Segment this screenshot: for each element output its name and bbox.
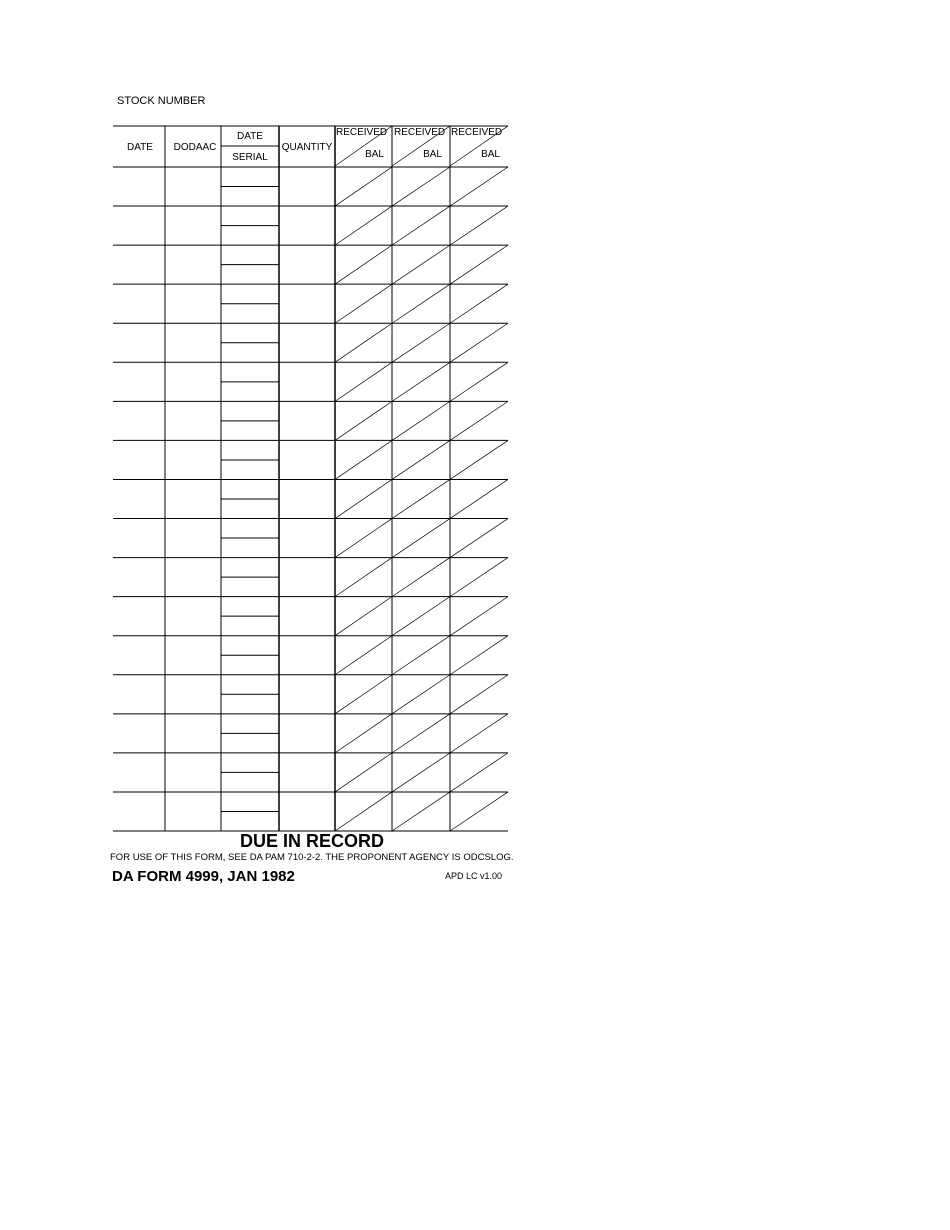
serial-sub-cell[interactable] [221, 577, 279, 597]
date-cell[interactable] [113, 401, 165, 440]
date-sub-cell[interactable] [221, 245, 279, 265]
header-dodaac: DODAAC [173, 142, 217, 153]
date-cell[interactable] [113, 440, 165, 479]
received-bal-cell[interactable] [335, 675, 392, 714]
version-label: APD LC v1.00 [445, 871, 503, 881]
dodaac-cell[interactable] [165, 675, 221, 714]
quantity-cell[interactable] [279, 519, 335, 558]
date-sub-cell[interactable] [221, 440, 279, 460]
form-number: DA FORM 4999, JAN 1982 [112, 868, 295, 885]
dodaac-cell[interactable] [165, 323, 221, 362]
received-bal-cell[interactable] [392, 362, 450, 401]
header-bal-2: BAL [423, 149, 442, 160]
date-cell[interactable] [113, 753, 165, 792]
dodaac-cell[interactable] [165, 479, 221, 518]
received-bal-cell[interactable] [450, 714, 508, 753]
serial-sub-cell[interactable] [221, 499, 279, 519]
header-date-top: DATE [237, 131, 263, 142]
date-cell[interactable] [113, 636, 165, 675]
received-bal-cell[interactable] [392, 284, 450, 323]
received-bal-cell[interactable] [392, 558, 450, 597]
quantity-cell[interactable] [279, 323, 335, 362]
date-cell[interactable] [113, 792, 165, 831]
received-bal-cell[interactable] [335, 714, 392, 753]
received-bal-cell[interactable] [335, 323, 392, 362]
date-cell[interactable] [113, 675, 165, 714]
date-cell[interactable] [113, 519, 165, 558]
received-bal-cell[interactable] [450, 245, 508, 284]
dodaac-cell[interactable] [165, 440, 221, 479]
serial-sub-cell[interactable] [221, 226, 279, 246]
received-bal-cell[interactable] [392, 675, 450, 714]
stock-number-label: STOCK NUMBER [117, 95, 206, 107]
quantity-cell[interactable] [279, 284, 335, 323]
dodaac-cell[interactable] [165, 636, 221, 675]
dodaac-cell[interactable] [165, 714, 221, 753]
dodaac-cell[interactable] [165, 558, 221, 597]
date-cell[interactable] [113, 206, 165, 245]
serial-sub-cell[interactable] [221, 421, 279, 441]
serial-sub-cell[interactable] [221, 343, 279, 363]
received-bal-cell[interactable] [450, 792, 508, 831]
received-bal-cell[interactable] [450, 440, 508, 479]
date-sub-cell[interactable] [221, 323, 279, 343]
quantity-cell[interactable] [279, 597, 335, 636]
header-serial: SERIAL [232, 152, 268, 163]
date-cell[interactable] [113, 558, 165, 597]
date-sub-cell[interactable] [221, 753, 279, 773]
received-bal-cell[interactable] [392, 714, 450, 753]
serial-sub-cell[interactable] [221, 538, 279, 558]
quantity-cell[interactable] [279, 440, 335, 479]
header-received-3: RECEIVED [451, 127, 503, 138]
quantity-cell[interactable] [279, 362, 335, 401]
quantity-cell[interactable] [279, 753, 335, 792]
received-bal-cell[interactable] [335, 479, 392, 518]
received-bal-cell[interactable] [450, 401, 508, 440]
received-bal-cell[interactable] [335, 401, 392, 440]
dodaac-cell[interactable] [165, 206, 221, 245]
date-sub-cell[interactable] [221, 206, 279, 226]
quantity-cell[interactable] [279, 675, 335, 714]
received-bal-cell[interactable] [335, 753, 392, 792]
serial-sub-cell[interactable] [221, 460, 279, 480]
received-bal-cell[interactable] [450, 362, 508, 401]
serial-sub-cell[interactable] [221, 694, 279, 714]
dodaac-cell[interactable] [165, 284, 221, 323]
date-cell[interactable] [113, 479, 165, 518]
received-bal-cell[interactable] [335, 792, 392, 831]
serial-sub-cell[interactable] [221, 616, 279, 636]
date-sub-cell[interactable] [221, 597, 279, 617]
received-bal-cell[interactable] [392, 519, 450, 558]
received-bal-cell[interactable] [392, 597, 450, 636]
received-bal-cell[interactable] [392, 323, 450, 362]
received-bal-cell[interactable] [335, 440, 392, 479]
received-bal-cell[interactable] [392, 401, 450, 440]
quantity-cell[interactable] [279, 479, 335, 518]
received-bal-cell[interactable] [450, 675, 508, 714]
serial-sub-cell[interactable] [221, 304, 279, 324]
quantity-cell[interactable] [279, 206, 335, 245]
quantity-cell[interactable] [279, 714, 335, 753]
usage-note: FOR USE OF THIS FORM, SEE DA PAM 710-2-2. THE PROPONENT AGENCY IS ODCSLOG. [110, 852, 514, 863]
received-bal-cell[interactable] [335, 519, 392, 558]
received-bal-cell[interactable] [335, 245, 392, 284]
received-bal-cell[interactable] [450, 206, 508, 245]
date-sub-cell[interactable] [221, 792, 279, 812]
received-bal-cell[interactable] [392, 167, 450, 206]
received-bal-cell[interactable] [335, 206, 392, 245]
date-sub-cell[interactable] [221, 401, 279, 421]
quantity-cell[interactable] [279, 558, 335, 597]
received-bal-cell[interactable] [450, 597, 508, 636]
received-bal-cell[interactable] [392, 440, 450, 479]
serial-sub-cell[interactable] [221, 655, 279, 675]
serial-sub-cell[interactable] [221, 187, 279, 207]
date-cell[interactable] [113, 284, 165, 323]
dodaac-cell[interactable] [165, 245, 221, 284]
serial-sub-cell[interactable] [221, 733, 279, 753]
received-bal-cell[interactable] [335, 167, 392, 206]
serial-sub-cell[interactable] [221, 265, 279, 285]
received-bal-cell[interactable] [392, 479, 450, 518]
received-bal-cell[interactable] [450, 284, 508, 323]
dodaac-cell[interactable] [165, 167, 221, 206]
serial-sub-cell[interactable] [221, 811, 279, 831]
received-bal-cell[interactable] [450, 167, 508, 206]
received-bal-cell[interactable] [450, 519, 508, 558]
received-bal-cell[interactable] [392, 245, 450, 284]
received-bal-cell[interactable] [335, 636, 392, 675]
quantity-cell[interactable] [279, 401, 335, 440]
date-sub-cell[interactable] [221, 636, 279, 656]
received-bal-cell[interactable] [335, 362, 392, 401]
received-bal-cell[interactable] [335, 558, 392, 597]
dodaac-cell[interactable] [165, 753, 221, 792]
date-sub-cell[interactable] [221, 558, 279, 578]
date-cell[interactable] [113, 245, 165, 284]
received-bal-cell[interactable] [450, 323, 508, 362]
date-sub-cell[interactable] [221, 714, 279, 734]
dodaac-cell[interactable] [165, 519, 221, 558]
quantity-cell[interactable] [279, 167, 335, 206]
dodaac-cell[interactable] [165, 362, 221, 401]
header-date: DATE [127, 142, 153, 153]
dodaac-cell[interactable] [165, 597, 221, 636]
header-bal-1: BAL [365, 149, 384, 160]
serial-sub-cell[interactable] [221, 382, 279, 402]
quantity-cell[interactable] [279, 636, 335, 675]
received-bal-cell[interactable] [392, 206, 450, 245]
dodaac-cell[interactable] [165, 792, 221, 831]
header-received-1: RECEIVED [336, 127, 388, 138]
date-sub-cell[interactable] [221, 519, 279, 539]
date-cell[interactable] [113, 167, 165, 206]
date-sub-cell[interactable] [221, 362, 279, 382]
header-received-2: RECEIVED [394, 127, 446, 138]
dodaac-cell[interactable] [165, 401, 221, 440]
received-bal-cell[interactable] [450, 479, 508, 518]
date-cell[interactable] [113, 323, 165, 362]
date-sub-cell[interactable] [221, 675, 279, 695]
date-cell[interactable] [113, 362, 165, 401]
quantity-cell[interactable] [279, 792, 335, 831]
received-bal-cell[interactable] [335, 597, 392, 636]
received-bal-cell[interactable] [392, 753, 450, 792]
received-bal-cell[interactable] [392, 792, 450, 831]
received-bal-cell[interactable] [392, 636, 450, 675]
header-bal-3: BAL [481, 149, 500, 160]
received-bal-cell[interactable] [450, 636, 508, 675]
date-cell[interactable] [113, 714, 165, 753]
date-sub-cell[interactable] [221, 479, 279, 499]
date-cell[interactable] [113, 597, 165, 636]
serial-sub-cell[interactable] [221, 772, 279, 792]
date-sub-cell[interactable] [221, 167, 279, 187]
header-quantity: QUANTITY [281, 142, 333, 153]
received-bal-cell[interactable] [450, 558, 508, 597]
form-title: DUE IN RECORD [239, 831, 384, 851]
date-sub-cell[interactable] [221, 284, 279, 304]
received-bal-cell[interactable] [335, 284, 392, 323]
received-bal-cell[interactable] [450, 753, 508, 792]
quantity-cell[interactable] [279, 245, 335, 284]
